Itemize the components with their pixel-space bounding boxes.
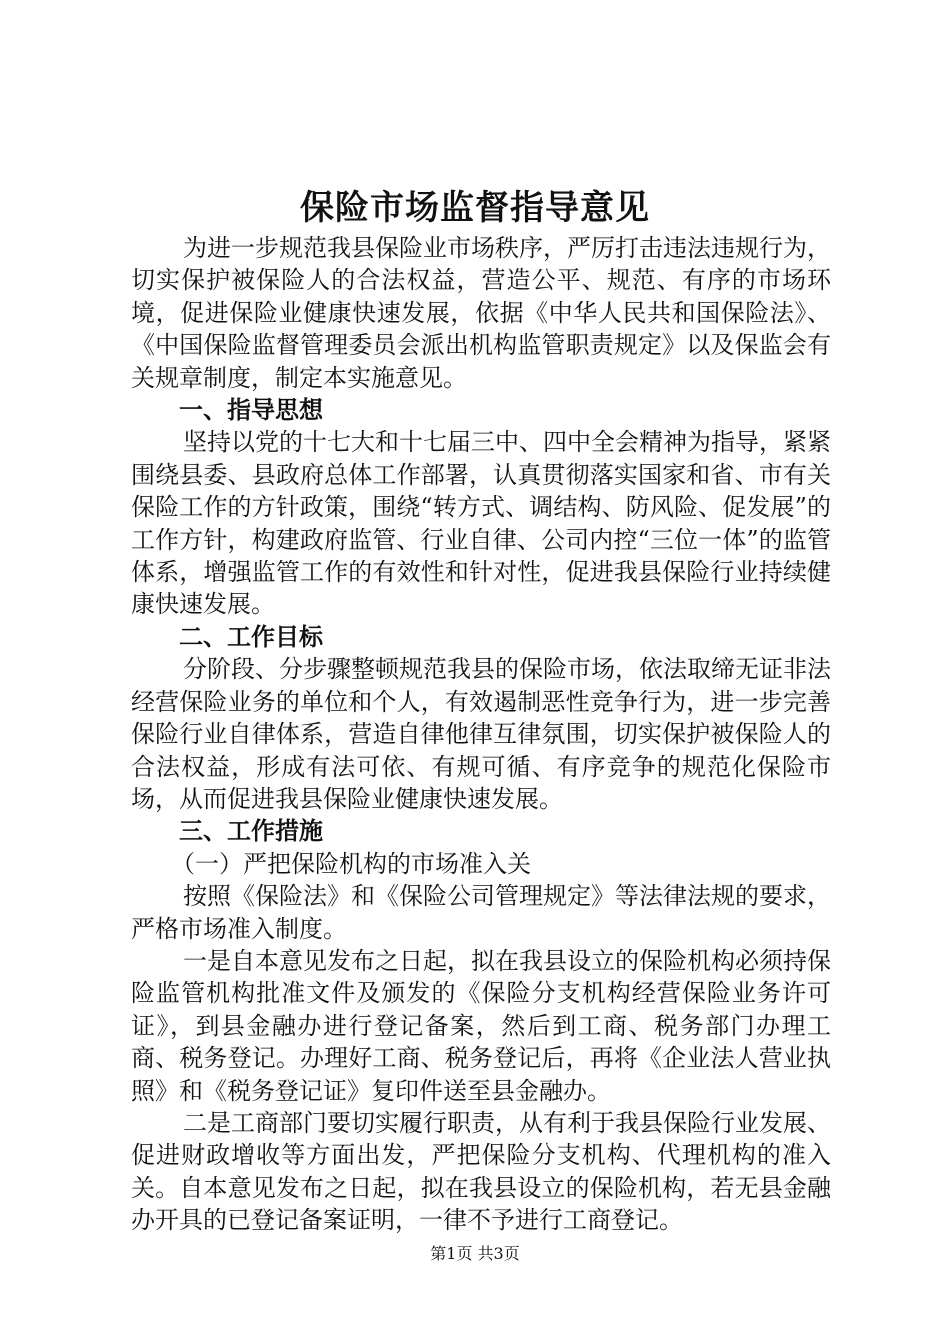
work-goal-paragraph: 分阶段、分步骤整顿规范我县的保险市场，依法取缔无证非法经营保险业务的单位和个人，有效遏制恶性竞争行为，进一步完善保险行业自律体系，营造自律他律互律氛围，切实保护被保险人的合法权益，形成有法可依、有规可循、有序竞争的规范化保险市场，从而促进我县保险业健康快速发展。 — [131, 655, 831, 813]
measure-2-paragraph: 二是工商部门要切实履行职责，从有利于我县保险行业发展、促进财政增收等方面出发，严把保险分支机构、代理机构的准入关。自本意见发布之日起，拟在我县设立的保险机构，若无县金融办开具的已登记备案证明，一律不予进行工商登记。 — [131, 1108, 831, 1235]
page-title: 保险市场监督指导意见 — [300, 188, 650, 228]
guiding-thought-paragraph: 坚持以党的十七大和十七届三中、四中全会精神为指导，紧紧围绕县委、县政府总体工作部署，认真贯彻落实国家和省、市有关保险工作的方针政策，围绕“转方式、调结构、防风险、促发展”的工作方针，构建政府监管、行业自律、公司内控“三位一体”的监管体系，增强监管工作的有效性和针对性，促进我县保险行业持续健康快速发展。 — [131, 428, 831, 619]
section-heading-3: 三、工作措施 — [179, 817, 323, 846]
page-number-footer: 第1页 共3页 — [430, 1244, 520, 1263]
measures-intro-paragraph: 按照《保险法》和《保险公司管理规定》等法律法规的要求，严格市场准入制度。 — [131, 882, 831, 943]
document-body — [131, 232, 831, 1237]
measure-1-paragraph: 一是自本意见发布之日起，拟在我县设立的保险机构必须持保险监管机构批准文件及颁发的《保险分支机构经营保险业务许可证》，到县金融办进行登记备案，然后到工商、税务部门办理工商、税务登记。办理好工商、税务登记后，再将《企业法人营业执照》和《税务登记证》复印件送至县金融办。 — [131, 946, 831, 1105]
subsection-heading-1: （一）严把保险机构的市场准入关 — [171, 849, 531, 878]
section-heading-1: 一、指导思想 — [179, 396, 323, 425]
intro-paragraph: 为进一步规范我县保险业市场秩序，严厉打击违法违规行为，切实保护被保险人的合法权益，营造公平、规范、有序的市场环境，促进保险业健康快速发展，依据《中华人民共和国保险法》、《中国保险监督管理委员会派出机构监管职责规定》以及保监会有关规章制度，制定本实施意见。 — [131, 234, 831, 392]
section-heading-2: 二、工作目标 — [179, 622, 323, 651]
